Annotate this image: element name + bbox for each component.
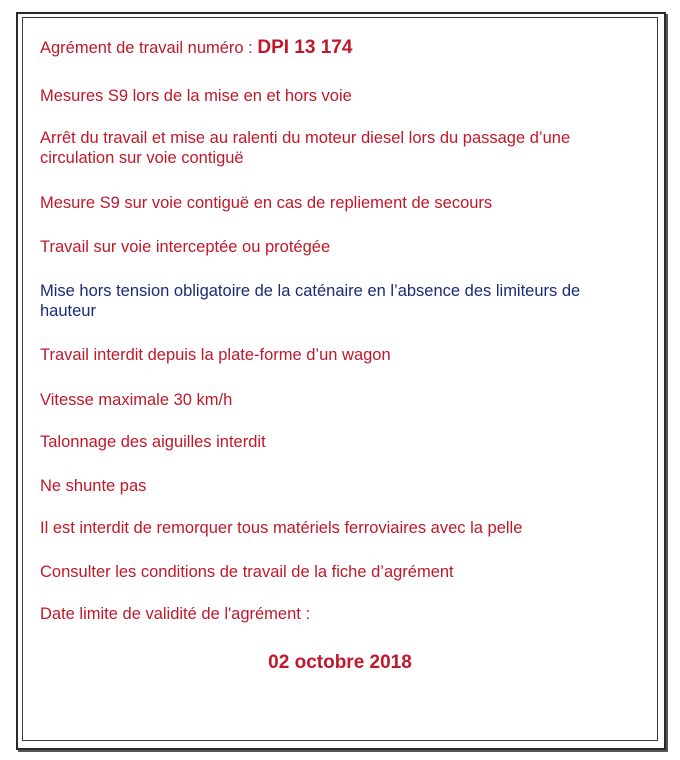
- document-inner-frame: [22, 17, 658, 741]
- line-voie-interceptee: Travail sur voie interceptée ou protégée: [40, 238, 331, 256]
- agreement-label: Agrément de travail numéro :: [40, 39, 258, 57]
- line-plate-forme-wagon: Travail interdit depuis la plate-forme d’un wagon: [40, 346, 391, 364]
- line-arret-travail: Arrêt du travail et mise au ralenti du moteur diesel lors du passage d’une circulation sur voie contiguë: [40, 129, 571, 167]
- line-talonnage: Talonnage des aiguilles interdit: [40, 433, 266, 451]
- line-remorquer-interdit: Il est interdit de remorquer tous matériels ferroviaires avec la pelle: [40, 519, 523, 537]
- agreement-header: [40, 38, 640, 58]
- line-ne-shunte-pas: Ne shunte pas: [40, 477, 147, 495]
- agreement-number: DPI 13 174: [257, 37, 353, 58]
- line-s9-voie-contigue: Mesure S9 sur voie contiguë en cas de repliement de secours: [40, 194, 493, 212]
- line-mise-hors-tension: Mise hors tension obligatoire de la caténaire en l’absence des limiteurs de hauteur: [40, 282, 581, 320]
- line-s9-mise-en-voie: Mesures S9 lors de la mise en et hors voie: [40, 87, 352, 105]
- line-vitesse-maximale: Vitesse maximale 30 km/h: [40, 391, 233, 409]
- validity-date: 02 octobre 2018: [268, 652, 412, 673]
- line-consulter-conditions: Consulter les conditions de travail de la fiche d’agrément: [40, 563, 454, 581]
- line-date-limite-label: Date limite de validité de l'agrément :: [40, 605, 311, 623]
